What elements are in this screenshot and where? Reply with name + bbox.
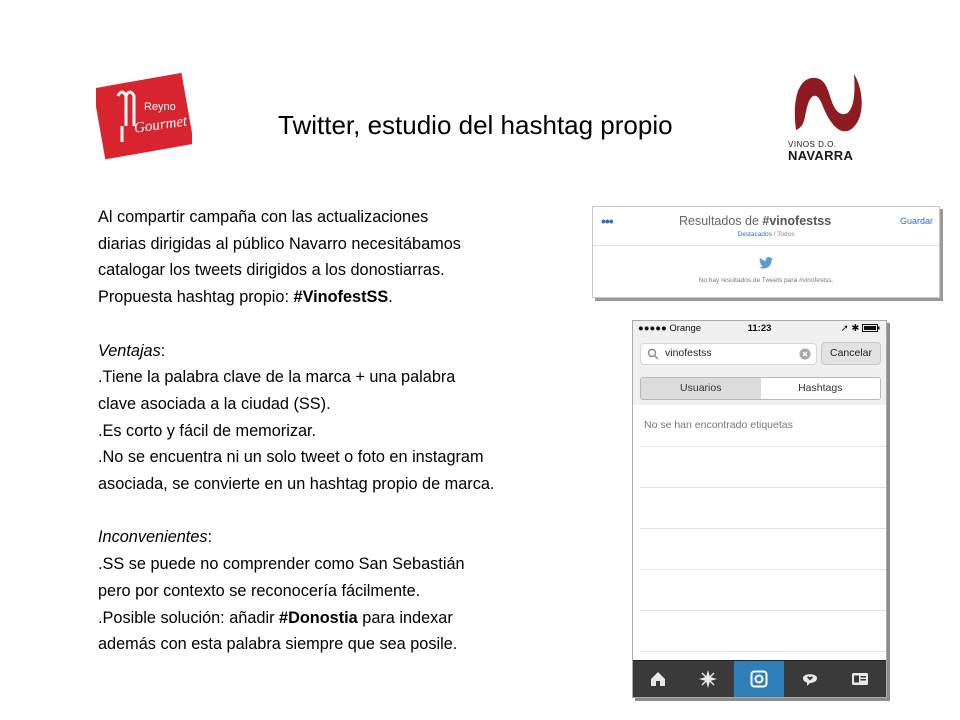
status-right — [841, 323, 880, 334]
activity-icon — [800, 669, 820, 689]
body-text — [98, 204, 568, 658]
row-divider — [640, 569, 886, 570]
solution-prefix: .Posible solución: añadir — [98, 608, 280, 627]
twitter-results-title — [679, 214, 831, 228]
no-results-message: No se han encontrado etiquetas — [644, 419, 793, 431]
advantage-line-4: .No se encuentra ni un solo tweet o foto en instagram — [98, 448, 484, 467]
cancel-button[interactable]: Cancelar — [821, 342, 881, 365]
twitter-filter-all[interactable]: Todos — [777, 231, 795, 238]
tab-home[interactable] — [633, 661, 683, 697]
tab-explore[interactable] — [683, 661, 733, 697]
twitter-filter-links — [593, 231, 939, 238]
proposal-prefix: Propuesta hashtag propio: — [98, 288, 294, 307]
slide-title: Twitter, estudio del hashtag propio — [278, 110, 673, 140]
svg-text:Gourmet: Gourmet — [133, 113, 189, 137]
search-icon — [647, 348, 659, 360]
last-line: además con esta palabra siempre que sea posile. — [98, 635, 458, 654]
cons-line-2: pero por contexto se reconocería fácilmente. — [98, 581, 421, 600]
tab-bar — [633, 660, 886, 697]
intro-line-1: Al compartir campaña con las actualizaciones — [98, 208, 429, 226]
tab-camera[interactable] — [734, 661, 784, 697]
solution-suffix: para indexar — [357, 608, 453, 627]
advantage-line-1: .Tiene la palabra clave de la marca + una palabra — [98, 368, 456, 387]
solution-line — [98, 605, 568, 632]
results-list — [633, 405, 886, 661]
status-time: 11:23 — [747, 323, 772, 334]
twitter-title-prefix: Resultados de — [679, 214, 763, 228]
tab-users[interactable]: Usuarios — [641, 378, 762, 399]
explore-icon — [698, 669, 718, 689]
cons-label: Inconvenientes — [98, 528, 208, 547]
proposal-suffix: . — [388, 288, 393, 307]
advantages-colon: : — [160, 341, 166, 360]
twitter-bird-icon — [759, 257, 773, 269]
navarra-small-label: VINOS D.O. — [788, 140, 837, 149]
search-row — [633, 339, 886, 369]
cons-line-1: .SS se puede no comprender como San Sebastián — [98, 555, 465, 574]
reyno-gourmet-logo — [96, 66, 192, 162]
advantage-line-3: .Es corto y fácil de memorizar. — [98, 421, 317, 440]
cons-heading — [98, 524, 568, 551]
navarra-big-label: NAVARRA — [788, 148, 854, 163]
tab-activity[interactable] — [785, 661, 835, 697]
status-bar — [633, 321, 886, 337]
intro-line-2: diarias dirigidas al público Navarro necesitábamos — [98, 234, 461, 253]
row-divider — [640, 610, 886, 611]
carrier-label: ●●●●● Orange — [638, 323, 702, 334]
tab-profile[interactable] — [835, 661, 885, 697]
row-divider — [640, 487, 886, 488]
instagram-search-screenshot — [632, 320, 887, 698]
cons-colon: : — [207, 528, 213, 547]
twitter-divider — [593, 245, 939, 246]
camera-icon — [749, 669, 769, 689]
twitter-filter-top[interactable]: Destacados — [737, 231, 772, 238]
advantages-label: Ventajas — [98, 341, 161, 360]
twitter-filter-sep: / — [771, 231, 778, 238]
vinos-navarra-logo — [788, 70, 868, 162]
advantage-line-5: asociada, se convierte en un hashtag propio de marca. — [98, 475, 495, 494]
twitter-empty-message: No hay resultados de Tweets para #vinofestss. — [698, 277, 834, 284]
row-divider — [640, 651, 886, 652]
search-box[interactable] — [640, 343, 817, 365]
intro-line-3: catalogar los tweets dirigidos a los donostiarras. — [98, 261, 445, 280]
row-divider — [640, 528, 886, 529]
twitter-title-hashtag: #vinofestss — [762, 214, 832, 228]
profile-icon — [850, 669, 870, 689]
solution-hashtag: #Donostia — [279, 608, 358, 627]
tab-hashtags[interactable]: Hashtags — [761, 378, 881, 399]
location-bluetooth-icons: ➚ ✱ — [840, 323, 860, 334]
clear-icon[interactable] — [799, 348, 811, 360]
search-input[interactable]: vinofestss — [665, 347, 712, 359]
row-divider — [640, 446, 886, 447]
home-icon — [648, 669, 668, 689]
twitter-search-screenshot — [592, 206, 940, 298]
svg-text:Reyno: Reyno — [144, 101, 176, 113]
proposal-hashtag: #VinofestSS — [293, 288, 389, 307]
search-segmented-control — [640, 377, 881, 400]
proposal-line — [98, 284, 568, 311]
advantage-line-2: clave asociada a la ciudad (SS). — [98, 394, 331, 413]
advantages-heading — [98, 338, 568, 365]
more-icon[interactable]: ••• — [601, 213, 613, 229]
twitter-save-button[interactable]: Guardar — [899, 216, 933, 226]
battery-icon — [862, 324, 880, 332]
